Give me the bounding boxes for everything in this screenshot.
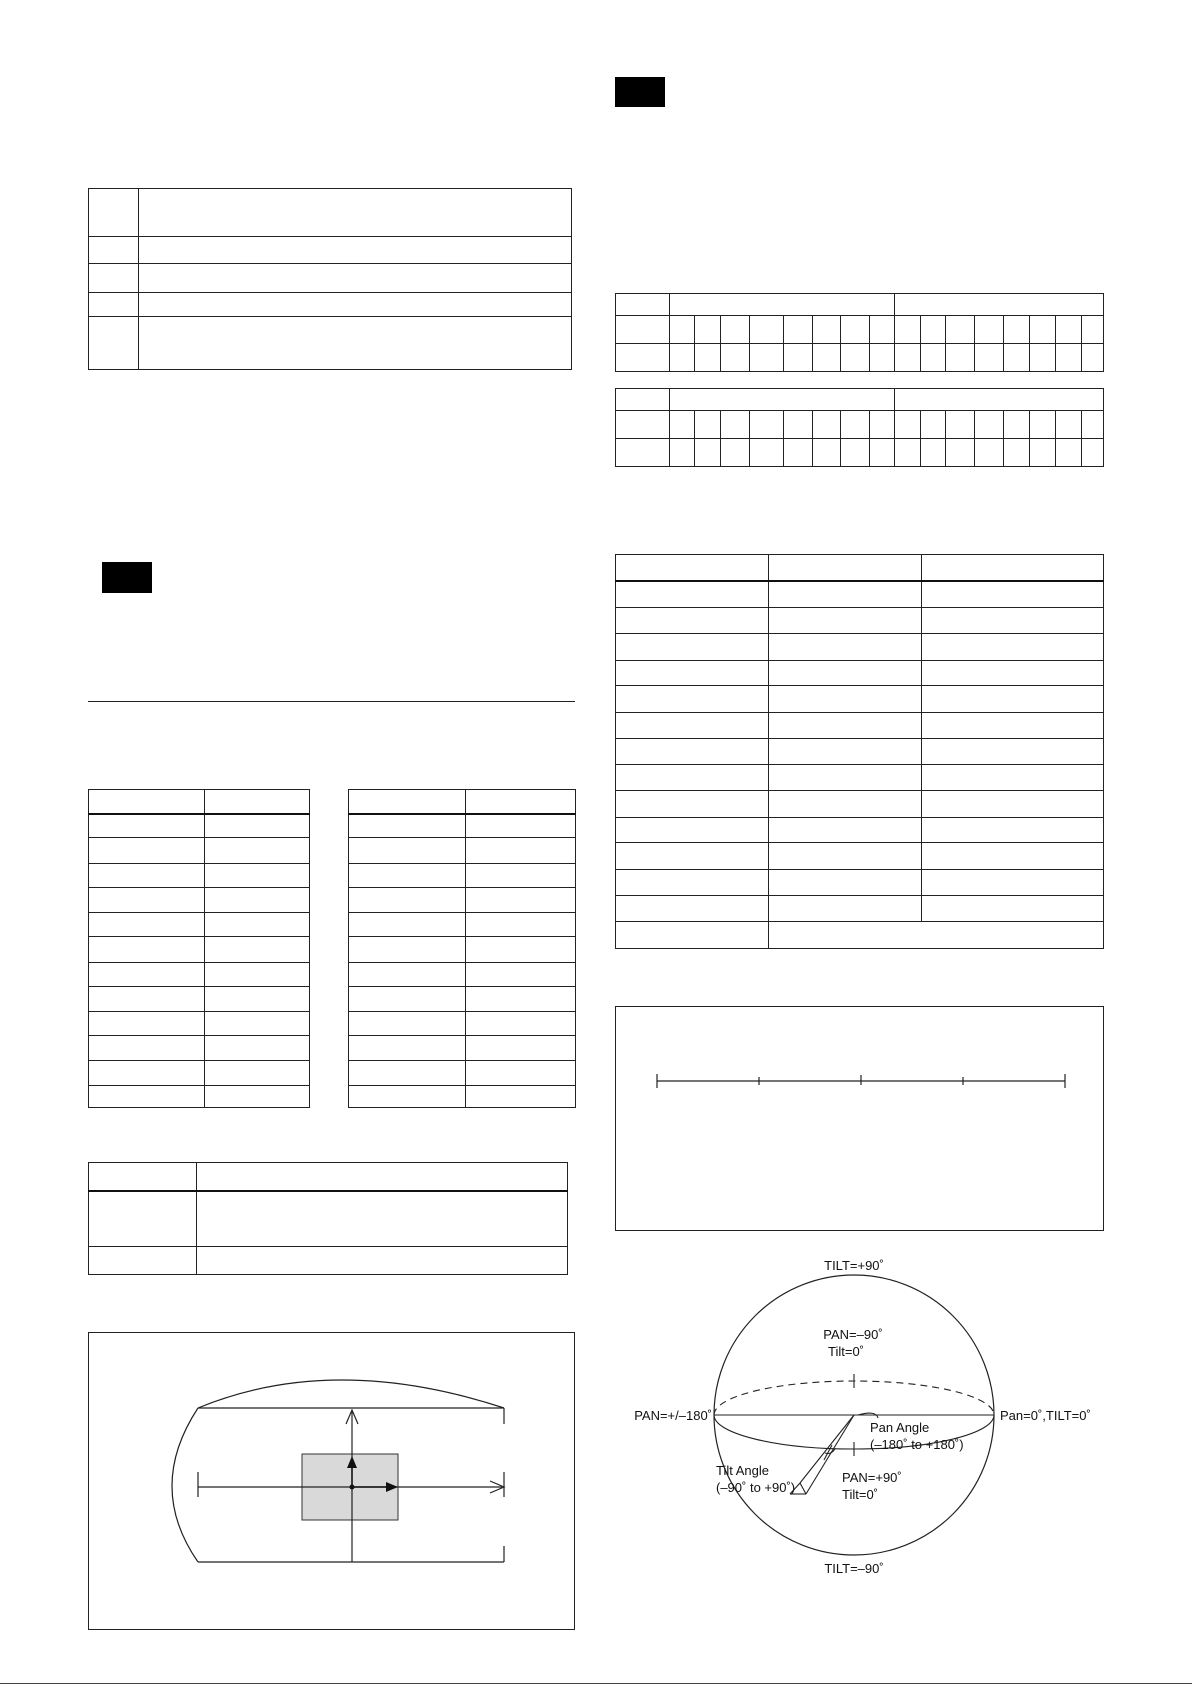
tilt-bottom-label: TILT=–90˚ bbox=[824, 1561, 884, 1576]
pan-back-tilt-label: Tilt=0˚ bbox=[828, 1344, 864, 1359]
table-cell bbox=[89, 316, 139, 369]
scale-bar bbox=[615, 1006, 1104, 1231]
table-cell bbox=[139, 189, 572, 237]
table-header-cell bbox=[89, 790, 205, 814]
left-top-table bbox=[88, 188, 572, 370]
table-cell bbox=[89, 292, 139, 316]
table-header-cell bbox=[197, 1163, 568, 1191]
table-cell bbox=[89, 189, 139, 237]
left-table-c bbox=[88, 1162, 568, 1275]
pan-right-label: Pan=0˚,TILT=0˚ bbox=[1000, 1408, 1091, 1423]
right-bit-table-1 bbox=[615, 293, 1104, 372]
table-cell bbox=[89, 264, 139, 292]
table-header-cell bbox=[466, 790, 576, 814]
pan-angle-label: Pan Angle bbox=[870, 1420, 930, 1435]
pan-front-label: PAN=+90˚ bbox=[842, 1470, 902, 1485]
note-badge-right bbox=[615, 77, 665, 107]
table-header-cell bbox=[205, 790, 310, 814]
table-header-cell bbox=[922, 555, 1104, 582]
table-cell bbox=[139, 264, 572, 292]
pan-back-label: PAN=–90˚ bbox=[823, 1327, 883, 1342]
table-cell bbox=[139, 292, 572, 316]
pan-front-tilt-label: Tilt=0˚ bbox=[842, 1487, 878, 1502]
table-cell bbox=[139, 237, 572, 264]
tilt-angle-label: Tilt Angle bbox=[716, 1463, 769, 1478]
tilt-angle-range: (–90˚ to +90˚) bbox=[716, 1480, 796, 1495]
left-table-b2 bbox=[348, 789, 576, 1108]
page-bottom-edge bbox=[0, 1683, 1192, 1684]
table-header-cell bbox=[89, 1163, 197, 1191]
pan-left-label: PAN=+/–180˚ bbox=[634, 1408, 712, 1423]
left-table-b1 bbox=[88, 789, 310, 1108]
pan-angle-range: (–180˚ to +180˚) bbox=[870, 1437, 964, 1452]
table-cell bbox=[89, 237, 139, 264]
table-header-cell bbox=[349, 790, 466, 814]
right-bit-table-2 bbox=[615, 388, 1104, 467]
right-three-column-table bbox=[615, 554, 1104, 949]
section-divider bbox=[88, 701, 575, 702]
table-header-cell bbox=[769, 555, 922, 582]
table-cell bbox=[139, 316, 572, 369]
tilt-top-label: TILT=+90˚ bbox=[824, 1258, 884, 1273]
screen-coordinate-diagram bbox=[88, 1332, 575, 1630]
table-header-cell bbox=[616, 555, 769, 582]
note-badge-left bbox=[102, 562, 152, 593]
pan-tilt-sphere-diagram bbox=[620, 1250, 1100, 1580]
